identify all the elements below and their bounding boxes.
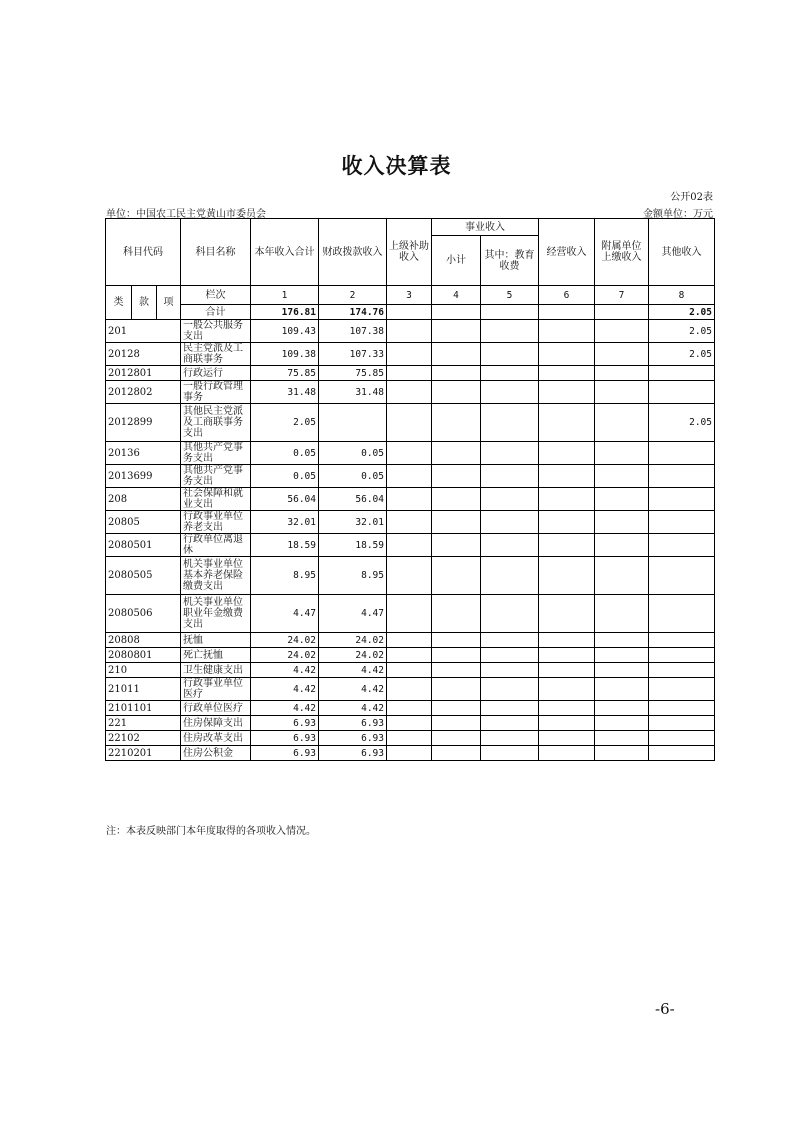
money-unit-label: 金额单位：万元 bbox=[643, 209, 713, 220]
cell-operating bbox=[539, 701, 595, 716]
header-superior: 上级补助收入 bbox=[387, 219, 432, 286]
header-operating: 经营收入 bbox=[539, 219, 595, 286]
cell-affiliated bbox=[595, 716, 649, 731]
table-row bbox=[106, 534, 715, 557]
cell-other bbox=[649, 381, 715, 404]
income-table bbox=[105, 218, 715, 761]
header-affiliated: 附属单位上缴收入 bbox=[595, 219, 649, 286]
cell-total: 4.42 bbox=[251, 663, 319, 678]
cell-name: 住房保障支出 bbox=[181, 716, 251, 731]
cell-fiscal: 31.48 bbox=[319, 381, 387, 404]
cell-superior bbox=[387, 343, 432, 366]
cell-operating bbox=[539, 381, 595, 404]
cell-education bbox=[481, 663, 539, 678]
cell-name: 行政单位离退休 bbox=[181, 534, 251, 557]
cell-superior bbox=[387, 746, 432, 761]
cell-total: 4.42 bbox=[251, 701, 319, 716]
cell-education bbox=[481, 320, 539, 343]
cell-total: 0.05 bbox=[251, 442, 319, 465]
cell-subtotal bbox=[432, 381, 481, 404]
cell-operating bbox=[539, 366, 595, 381]
table-row bbox=[106, 595, 715, 633]
table-row bbox=[106, 716, 715, 731]
cell-total: 4.42 bbox=[251, 678, 319, 701]
cell-subtotal bbox=[432, 701, 481, 716]
cell-education bbox=[481, 595, 539, 633]
cell-operating bbox=[539, 404, 595, 442]
table-row bbox=[106, 746, 715, 761]
cell-fiscal bbox=[319, 404, 387, 442]
cell-code: 21011 bbox=[106, 678, 181, 701]
cell-education bbox=[481, 343, 539, 366]
cell-superior bbox=[387, 320, 432, 343]
cell-superior bbox=[387, 404, 432, 442]
table-row bbox=[106, 442, 715, 465]
cell-operating bbox=[539, 648, 595, 663]
cell-education bbox=[481, 511, 539, 534]
cell-operating bbox=[539, 534, 595, 557]
cell-subtotal bbox=[432, 633, 481, 648]
header-lei: 类 bbox=[106, 286, 132, 320]
cell-subtotal bbox=[432, 343, 481, 366]
cell-subtotal bbox=[432, 534, 481, 557]
cell-affiliated bbox=[595, 557, 649, 595]
cell-subtotal bbox=[432, 442, 481, 465]
cell-name: 一般公共服务支出 bbox=[181, 320, 251, 343]
cell-code: 2080505 bbox=[106, 557, 181, 595]
cell-fiscal: 107.38 bbox=[319, 320, 387, 343]
cell-name: 其他民主党派及工商联事务支出 bbox=[181, 404, 251, 442]
cell-name: 抚恤 bbox=[181, 633, 251, 648]
cell-code: 2080506 bbox=[106, 595, 181, 633]
table-row bbox=[106, 648, 715, 663]
cell-subtotal bbox=[432, 663, 481, 678]
cell-fiscal: 56.04 bbox=[319, 488, 387, 511]
cell-affiliated bbox=[595, 633, 649, 648]
cell-affiliated bbox=[595, 663, 649, 678]
cell-name: 一般行政管理事务 bbox=[181, 381, 251, 404]
cell-subtotal bbox=[432, 404, 481, 442]
cell-code: 2080801 bbox=[106, 648, 181, 663]
cell-total: 32.01 bbox=[251, 511, 319, 534]
cell-affiliated bbox=[595, 343, 649, 366]
cell-code: 208 bbox=[106, 488, 181, 511]
cell-total: 31.48 bbox=[251, 381, 319, 404]
cell-total: 2.05 bbox=[251, 404, 319, 442]
cell-total: 109.38 bbox=[251, 343, 319, 366]
header-other: 其他收入 bbox=[649, 219, 715, 286]
table-row bbox=[106, 320, 715, 343]
cell-total: 109.43 bbox=[251, 320, 319, 343]
cell-fiscal: 6.93 bbox=[319, 746, 387, 761]
cell-affiliated bbox=[595, 381, 649, 404]
cell-other bbox=[649, 731, 715, 746]
unit-label: 单位：中国农工民主党黄山市委员会 bbox=[106, 209, 266, 220]
cell-operating bbox=[539, 320, 595, 343]
cell-name: 机关事业单位职业年金缴费支出 bbox=[181, 595, 251, 633]
cell-other bbox=[649, 678, 715, 701]
cell-code: 201 bbox=[106, 320, 181, 343]
cell-name: 住房改革支出 bbox=[181, 731, 251, 746]
cell-other bbox=[649, 465, 715, 488]
col-number: 5 bbox=[481, 286, 539, 305]
header-code: 科目代码 bbox=[106, 219, 181, 286]
cell-education bbox=[481, 381, 539, 404]
cell-other bbox=[649, 595, 715, 633]
cell-subtotal bbox=[432, 746, 481, 761]
cell-fiscal: 32.01 bbox=[319, 511, 387, 534]
cell-affiliated bbox=[595, 465, 649, 488]
cell-superior bbox=[387, 488, 432, 511]
cell-affiliated bbox=[595, 678, 649, 701]
cell-affiliated bbox=[595, 404, 649, 442]
cell-operating bbox=[539, 663, 595, 678]
cell-code: 20805 bbox=[106, 511, 181, 534]
table-row bbox=[106, 465, 715, 488]
cell-superior bbox=[387, 716, 432, 731]
cell-education bbox=[481, 534, 539, 557]
cell-code: 20136 bbox=[106, 442, 181, 465]
cell-operating bbox=[539, 731, 595, 746]
cell-total: 6.93 bbox=[251, 746, 319, 761]
cell-subtotal bbox=[432, 678, 481, 701]
cell-code: 210 bbox=[106, 663, 181, 678]
cell-name: 死亡抚恤 bbox=[181, 648, 251, 663]
totals-subtotal bbox=[432, 305, 481, 320]
header-name: 科目名称 bbox=[181, 219, 251, 286]
cell-education bbox=[481, 465, 539, 488]
cell-total: 24.02 bbox=[251, 633, 319, 648]
cell-total: 56.04 bbox=[251, 488, 319, 511]
cell-affiliated bbox=[595, 442, 649, 465]
cell-superior bbox=[387, 442, 432, 465]
cell-code: 22102 bbox=[106, 731, 181, 746]
cell-affiliated bbox=[595, 366, 649, 381]
cell-education bbox=[481, 678, 539, 701]
cell-other bbox=[649, 648, 715, 663]
page-number: -6- bbox=[655, 1000, 675, 1018]
cell-affiliated bbox=[595, 731, 649, 746]
cell-total: 8.95 bbox=[251, 557, 319, 595]
cell-education bbox=[481, 648, 539, 663]
cell-subtotal bbox=[432, 731, 481, 746]
header-total: 本年收入合计 bbox=[251, 219, 319, 286]
totals-fiscal: 174.76 bbox=[319, 305, 387, 320]
cell-total: 18.59 bbox=[251, 534, 319, 557]
cell-other: 2.05 bbox=[649, 343, 715, 366]
table-row bbox=[106, 488, 715, 511]
cell-subtotal bbox=[432, 511, 481, 534]
cell-other: 2.05 bbox=[649, 320, 715, 343]
cell-name: 其他共产党事务支出 bbox=[181, 442, 251, 465]
header-xiang: 项 bbox=[157, 286, 181, 320]
cell-code: 2210201 bbox=[106, 746, 181, 761]
table-row bbox=[106, 663, 715, 678]
cell-total: 24.02 bbox=[251, 648, 319, 663]
table-row bbox=[106, 343, 715, 366]
cell-fiscal: 75.85 bbox=[319, 366, 387, 381]
cell-name: 其他共产党事务支出 bbox=[181, 465, 251, 488]
table-row bbox=[106, 731, 715, 746]
cell-name: 住房公积金 bbox=[181, 746, 251, 761]
cell-code: 2101101 bbox=[106, 701, 181, 716]
col-number: 3 bbox=[387, 286, 432, 305]
cell-code: 2080501 bbox=[106, 534, 181, 557]
cell-other bbox=[649, 633, 715, 648]
cell-superior bbox=[387, 595, 432, 633]
cell-operating bbox=[539, 716, 595, 731]
cell-other bbox=[649, 534, 715, 557]
cell-total: 75.85 bbox=[251, 366, 319, 381]
cell-operating bbox=[539, 511, 595, 534]
cell-other bbox=[649, 557, 715, 595]
cell-education bbox=[481, 633, 539, 648]
cell-name: 卫生健康支出 bbox=[181, 663, 251, 678]
totals-superior bbox=[387, 305, 432, 320]
col-number: 1 bbox=[251, 286, 319, 305]
table-row bbox=[106, 701, 715, 716]
cell-code: 20808 bbox=[106, 633, 181, 648]
cell-subtotal bbox=[432, 488, 481, 511]
cell-other bbox=[649, 488, 715, 511]
cell-other bbox=[649, 716, 715, 731]
cell-subtotal bbox=[432, 366, 481, 381]
cell-education bbox=[481, 716, 539, 731]
cell-superior bbox=[387, 557, 432, 595]
cell-superior bbox=[387, 648, 432, 663]
cell-code: 2012802 bbox=[106, 381, 181, 404]
cell-superior bbox=[387, 678, 432, 701]
cell-education bbox=[481, 404, 539, 442]
header-fiscal: 财政拨款收入 bbox=[319, 219, 387, 286]
cell-superior bbox=[387, 511, 432, 534]
cell-total: 6.93 bbox=[251, 716, 319, 731]
totals-operating bbox=[539, 305, 595, 320]
cell-name: 行政运行 bbox=[181, 366, 251, 381]
col-number: 7 bbox=[595, 286, 649, 305]
cell-name: 民主党派及工商联事务 bbox=[181, 343, 251, 366]
totals-other: 2.05 bbox=[649, 305, 715, 320]
cell-name: 行政事业单位医疗 bbox=[181, 678, 251, 701]
cell-fiscal: 6.93 bbox=[319, 731, 387, 746]
cell-total: 4.47 bbox=[251, 595, 319, 633]
totals-education bbox=[481, 305, 539, 320]
cell-fiscal: 8.95 bbox=[319, 557, 387, 595]
table-row bbox=[106, 366, 715, 381]
cell-affiliated bbox=[595, 746, 649, 761]
cell-fiscal: 107.33 bbox=[319, 343, 387, 366]
cell-affiliated bbox=[595, 648, 649, 663]
cell-code: 221 bbox=[106, 716, 181, 731]
cell-fiscal: 6.93 bbox=[319, 716, 387, 731]
table-row bbox=[106, 381, 715, 404]
cell-education bbox=[481, 731, 539, 746]
cell-superior bbox=[387, 731, 432, 746]
cell-affiliated bbox=[595, 511, 649, 534]
cell-code: 2012801 bbox=[106, 366, 181, 381]
cell-other bbox=[649, 366, 715, 381]
header-lanci: 栏次 bbox=[181, 286, 251, 305]
cell-code: 20128 bbox=[106, 343, 181, 366]
totals-row bbox=[106, 305, 715, 320]
cell-subtotal bbox=[432, 716, 481, 731]
table-row bbox=[106, 404, 715, 442]
cell-other bbox=[649, 663, 715, 678]
table-number: 公开02表 bbox=[670, 192, 713, 203]
cell-other bbox=[649, 701, 715, 716]
totals-total: 176.81 bbox=[251, 305, 319, 320]
cell-superior bbox=[387, 381, 432, 404]
cell-superior bbox=[387, 633, 432, 648]
cell-superior bbox=[387, 366, 432, 381]
cell-code: 2013699 bbox=[106, 465, 181, 488]
table-row bbox=[106, 511, 715, 534]
col-number: 4 bbox=[432, 286, 481, 305]
cell-fiscal: 4.47 bbox=[319, 595, 387, 633]
col-number: 8 bbox=[649, 286, 715, 305]
cell-operating bbox=[539, 557, 595, 595]
cell-affiliated bbox=[595, 488, 649, 511]
cell-operating bbox=[539, 488, 595, 511]
cell-total: 0.05 bbox=[251, 465, 319, 488]
cell-affiliated bbox=[595, 320, 649, 343]
cell-other bbox=[649, 746, 715, 761]
cell-fiscal: 4.42 bbox=[319, 663, 387, 678]
cell-other bbox=[649, 442, 715, 465]
cell-education bbox=[481, 746, 539, 761]
cell-name: 行政单位医疗 bbox=[181, 701, 251, 716]
header-kuan: 款 bbox=[132, 286, 157, 320]
cell-education bbox=[481, 557, 539, 595]
cell-operating bbox=[539, 465, 595, 488]
col-number: 6 bbox=[539, 286, 595, 305]
cell-operating bbox=[539, 343, 595, 366]
cell-other: 2.05 bbox=[649, 404, 715, 442]
header-business: 事业收入 bbox=[432, 219, 539, 236]
cell-name: 行政事业单位养老支出 bbox=[181, 511, 251, 534]
cell-education bbox=[481, 442, 539, 465]
footnote: 注：本表反映部门本年度取得的各项收入情况。 bbox=[106, 826, 316, 837]
cell-superior bbox=[387, 534, 432, 557]
cell-other bbox=[649, 511, 715, 534]
cell-operating bbox=[539, 678, 595, 701]
totals-label: 合计 bbox=[181, 305, 251, 320]
cell-operating bbox=[539, 442, 595, 465]
cell-subtotal bbox=[432, 648, 481, 663]
cell-superior bbox=[387, 465, 432, 488]
table-row bbox=[106, 557, 715, 595]
cell-fiscal: 0.05 bbox=[319, 442, 387, 465]
cell-education bbox=[481, 701, 539, 716]
cell-superior bbox=[387, 663, 432, 678]
cell-education bbox=[481, 488, 539, 511]
cell-fiscal: 0.05 bbox=[319, 465, 387, 488]
table-row bbox=[106, 633, 715, 648]
cell-fiscal: 24.02 bbox=[319, 648, 387, 663]
table-row bbox=[106, 678, 715, 701]
totals-affiliated bbox=[595, 305, 649, 320]
cell-operating bbox=[539, 746, 595, 761]
cell-subtotal bbox=[432, 557, 481, 595]
cell-name: 机关事业单位基本养老保险缴费支出 bbox=[181, 557, 251, 595]
cell-code: 2012899 bbox=[106, 404, 181, 442]
cell-affiliated bbox=[595, 595, 649, 633]
cell-superior bbox=[387, 701, 432, 716]
cell-subtotal bbox=[432, 465, 481, 488]
cell-fiscal: 4.42 bbox=[319, 678, 387, 701]
col-number: 2 bbox=[319, 286, 387, 305]
cell-fiscal: 24.02 bbox=[319, 633, 387, 648]
cell-total: 6.93 bbox=[251, 731, 319, 746]
cell-name: 社会保障和就业支出 bbox=[181, 488, 251, 511]
cell-affiliated bbox=[595, 534, 649, 557]
page-title: 收入决算表 bbox=[341, 153, 452, 178]
cell-subtotal bbox=[432, 320, 481, 343]
cell-fiscal: 18.59 bbox=[319, 534, 387, 557]
cell-operating bbox=[539, 633, 595, 648]
cell-fiscal: 4.42 bbox=[319, 701, 387, 716]
header-subtotal: 小计 bbox=[432, 236, 481, 286]
cell-affiliated bbox=[595, 701, 649, 716]
cell-subtotal bbox=[432, 595, 481, 633]
cell-education bbox=[481, 366, 539, 381]
cell-operating bbox=[539, 595, 595, 633]
header-education: 其中：教育收费 bbox=[481, 236, 539, 286]
